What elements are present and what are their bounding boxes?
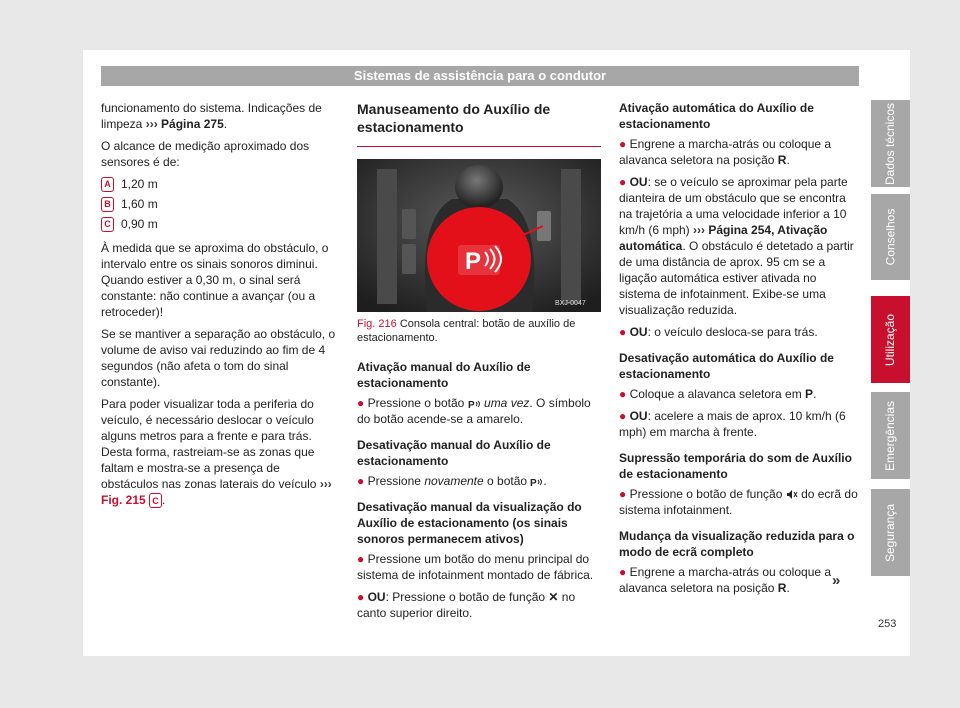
- close-icon: ✕: [548, 590, 559, 604]
- reference-arrow: ›››: [319, 477, 332, 491]
- tab-label: Segurança: [883, 503, 898, 562]
- distance-value: 1,60 m: [121, 197, 158, 211]
- park-assist-icon: P: [465, 248, 482, 275]
- bullet-item: ● Coloque a alavanca seletora em P.: [619, 387, 817, 401]
- gear-knob: [455, 165, 503, 209]
- paragraph: Para poder visualizar toda a periferia do veículo, é necessário deslocar o veículo alguns metros para a frente e para trás. Desta forma, rastreiam-se as zonas que faltam e mostra-se a presença de obstáculos nas zonas laterais do veículo ››› Fig. 215 C .: [101, 397, 332, 507]
- subheading: Supressão temporária do som de Auxílio de estacionamento: [619, 451, 852, 481]
- bullet-item: ● OU: se o veículo se aproximar pela parte dianteira de um obstáculo que se encontra na trajetória a uma velocidade inferior a 10 km/h (6 mph) ››› Página 254, Ativação automática. O obstáculo é detetado a partir de uma distância de aprox. 95 cm se a ligação automática estiver ativada no sistema de infotainment. Exibe-se uma visualização reduzida.: [619, 175, 854, 317]
- column-3: [619, 100, 859, 602]
- figure-caption: Fig. 216 Consola central: botão de auxílio de estacionamento.: [357, 318, 576, 344]
- bullet-item: ● Pressione novamente o botão P .: [357, 474, 547, 488]
- page-link[interactable]: Página 275: [161, 117, 224, 131]
- zone-badge: C: [101, 217, 114, 232]
- paragraph: O alcance de medição aproximado dos sensores é de:: [101, 139, 310, 169]
- column-1: [101, 100, 339, 514]
- subheading: Ativação automática do Auxílio de estacionamento: [619, 101, 814, 131]
- zone-badge: A: [101, 177, 114, 192]
- bullet-item: ● Engrene a marcha-atrás ou coloque a alavanca seletora na posição R.: [619, 137, 832, 167]
- zone-badge: C: [149, 493, 162, 508]
- console-button-left: [402, 244, 416, 274]
- subheading: Desativação manual do Auxílio de estacionamento: [357, 438, 551, 468]
- svg-text:P: P: [530, 477, 538, 487]
- column-2: [357, 100, 601, 627]
- console-side-left: [377, 169, 397, 304]
- zone-badge: B: [101, 197, 114, 212]
- figure-link[interactable]: Fig. 215: [101, 493, 146, 507]
- tab-label: Conselhos: [883, 208, 898, 266]
- tab-label: Dados técnicos: [883, 102, 898, 185]
- page-link[interactable]: Página 254, Ativação automática: [619, 223, 828, 253]
- bullet-item: ● OU: o veículo desloca-se para trás.: [619, 325, 818, 339]
- tab-label: Utilização: [883, 313, 898, 366]
- bullet-item: ● Pressione um botão do menu principal do sistema de infotainment montado de fábrica.: [357, 552, 594, 582]
- console-button-left: [402, 209, 416, 239]
- subheading: Mudança da visualização reduzida para o modo de ecrã completo: [619, 529, 855, 559]
- paragraph: À medida que se aproxima do obstáculo, o intervalo entre os sinais sonoros diminui. Quando estiver a 0,30 m, o sinal será constante: não continue a avançar (ou a retroceder)!: [101, 241, 329, 319]
- bullet-item: ● Engrene a marcha-atrás ou coloque a alavanca seletora na posição R.: [619, 565, 832, 595]
- tab-seguranca[interactable]: [871, 489, 910, 576]
- distance-item: [101, 174, 339, 194]
- page-header: Sistemas de assistência para o condutor: [101, 66, 859, 86]
- paragraph: Se se mantiver a separação ao obstáculo, o volume de aviso vai reduzindo ao fim de 4 segundos (não afeta o tom do sinal constante).: [101, 327, 336, 389]
- bullet-item: ● Pressione o botão P uma vez. O símbolo do botão acende-se a amarelo.: [357, 396, 591, 426]
- distance-list: [101, 174, 339, 234]
- section-title: Manuseamento do Auxílio de estacionamento: [357, 100, 601, 147]
- tab-emergencias[interactable]: [871, 392, 910, 479]
- tab-label: Emergências: [883, 400, 898, 471]
- console-side-right: [561, 169, 581, 304]
- park-assist-icon: [468, 399, 481, 409]
- subheading: Ativação manual do Auxílio de estacionamento: [357, 360, 531, 390]
- reference-arrow: ›››: [693, 223, 706, 237]
- bullet-item: ● OU: Pressione o botão de função ✕ no canto superior direito.: [357, 590, 576, 620]
- paragraph: funcionamento do sistema. Indicações de limpeza ››› Página 275.: [101, 101, 322, 131]
- console-illustration: [357, 159, 601, 312]
- subheading: Desativação manual da visualização do Auxílio de estacionamento (os sinais sonoros permanecem ativos): [357, 500, 582, 546]
- reference-arrow: ›››: [145, 117, 158, 131]
- mute-icon: [786, 489, 798, 500]
- figure-label: Fig. 216: [357, 318, 397, 330]
- figure-center-console: [357, 159, 601, 312]
- tab-conselhos[interactable]: [871, 194, 910, 280]
- park-assist-icon: [530, 477, 543, 487]
- bullet-item: ● OU: acelere a mais de aprox. 10 km/h (6 mph) em marcha à frente.: [619, 409, 846, 439]
- svg-text:P: P: [467, 399, 475, 409]
- figure-code: BXJ-0047: [555, 300, 586, 307]
- distance-item: [101, 194, 339, 214]
- page-number: 253: [878, 618, 897, 630]
- tab-utilizacao[interactable]: [871, 296, 910, 383]
- distance-value: 0,90 m: [121, 217, 158, 231]
- distance-value: 1,20 m: [121, 177, 158, 191]
- bullet-item: ● Pressione o botão de função do ecrã do sistema infotainment.: [619, 487, 858, 517]
- tab-dados-tecnicos[interactable]: [871, 100, 910, 187]
- distance-item: [101, 214, 339, 234]
- console-button-right: [537, 211, 551, 241]
- continue-marker: »: [832, 572, 841, 589]
- subheading: Desativação automática do Auxílio de estacionamento: [619, 351, 834, 381]
